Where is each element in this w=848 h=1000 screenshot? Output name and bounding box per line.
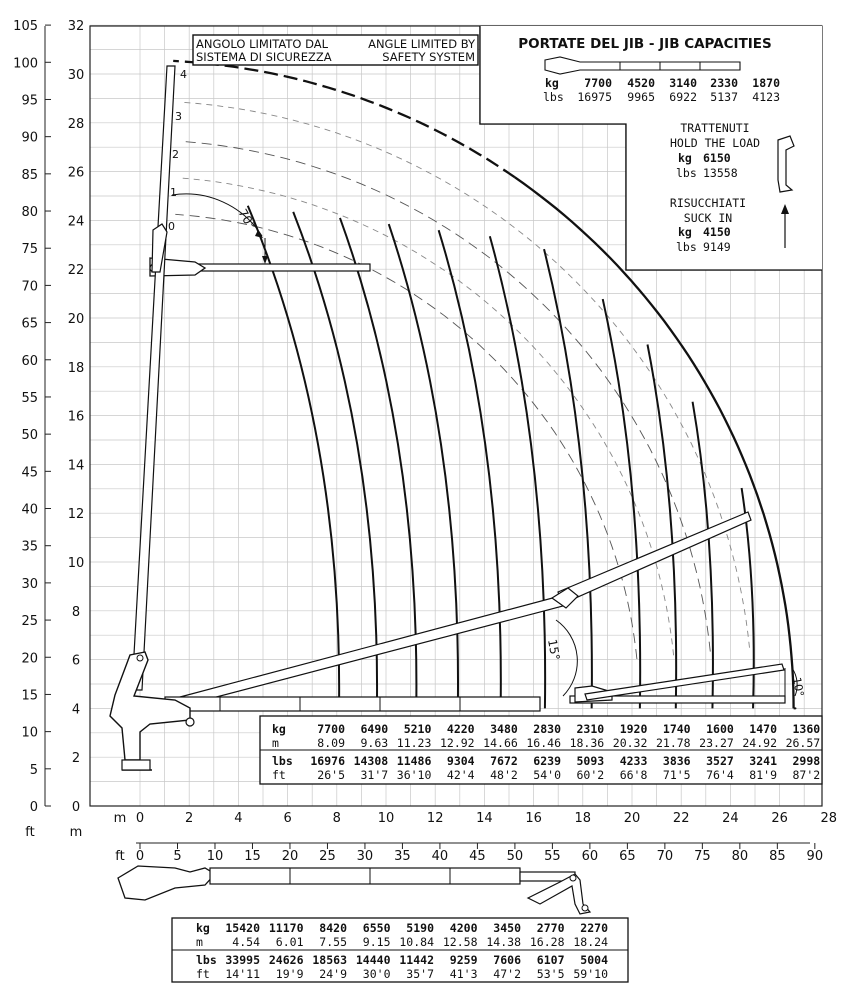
y-tick-m: 20 (67, 312, 85, 327)
x-tick-ft: 55 (544, 849, 561, 864)
x-tick-ft: 40 (431, 849, 449, 864)
y-tick-ft: 50 (21, 428, 38, 444)
jib-lbs-label: lbs (543, 90, 564, 104)
x-tick-m: 18 (574, 811, 592, 826)
x-tick-ft: 30 (356, 849, 374, 864)
main-table-cell-kg: 4220 (446, 722, 475, 736)
y-tick-m: 24 (67, 214, 85, 230)
x-tick-m: 0 (135, 811, 145, 826)
suck-lbs-value: 9149 (703, 240, 731, 254)
y-tick-m: 12 (67, 507, 85, 523)
y-tick-m: 18 (67, 360, 85, 376)
main-lbs-label: lbs (272, 754, 293, 768)
y-tick-m: 16 (67, 409, 85, 425)
vertical-boom (132, 66, 263, 690)
main-table-cell-m: 8.09 (317, 736, 345, 750)
jib-lbs-value: 4123 (752, 90, 780, 104)
main-table-cell-kg: 1740 (662, 722, 691, 736)
main-table-cell-m: 18.36 (569, 736, 605, 750)
main-table-cell-ft: 71'5 (662, 768, 691, 782)
jib-kg-value: 7700 (584, 76, 612, 90)
bottom-table-cell-m: 12.58 (442, 935, 478, 949)
y-tick-m: 2 (71, 751, 81, 767)
main-table-cell-lbs: 9304 (446, 754, 475, 768)
main-table-cell-m: 26.57 (785, 736, 821, 750)
y-axis-ft-unit: ft (25, 825, 35, 840)
y-tick-m: 8 (71, 604, 81, 620)
y-tick-ft: 100 (13, 56, 38, 72)
y-tick-ft: 85 (21, 167, 38, 183)
main-table-cell-kg: 1920 (619, 722, 648, 736)
boom-section-3: 3 (175, 110, 182, 123)
bottom-table-cell-m: 4.54 (232, 935, 260, 949)
horizontal-boom (165, 664, 806, 711)
x-tick-m: 14 (476, 811, 493, 826)
y-tick-ft: 20 (21, 651, 38, 667)
bottom-table-cell-kg: 4200 (449, 921, 478, 935)
x-tick-ft: 65 (619, 849, 636, 864)
main-table-cell-kg: 2310 (576, 722, 605, 736)
bottom-table-cell-ft: 41'3 (449, 967, 478, 981)
bottom-table-cell-m: 9.15 (362, 935, 391, 949)
bottom-table-cell-kg: 8420 (319, 921, 347, 935)
jib-lbs-value: 5137 (710, 90, 738, 104)
jib-capacities-panel (480, 26, 822, 270)
safety-notice (193, 35, 478, 65)
bottom-table-cell-ft: 53'5 (536, 967, 565, 981)
bottom-table-cell-m: 6.01 (275, 935, 304, 949)
x-tick-ft: 80 (731, 849, 749, 864)
bottom-table-cell-lbs: 5004 (580, 953, 608, 967)
main-table-cell-lbs: 5093 (576, 754, 605, 768)
x-axis-ft-unit: ft (115, 849, 125, 864)
jib-kg-value: 4520 (627, 76, 655, 90)
y-tick-m: 14 (67, 458, 85, 474)
capacity-line (693, 402, 713, 709)
bottom-table-cell-ft: 24'9 (319, 967, 347, 981)
folded-crane-diagram (118, 866, 590, 914)
bottom-table-cell-kg: 3450 (493, 921, 521, 935)
boom-section-2: 2 (172, 148, 179, 161)
bottom-lbs-label: lbs (196, 953, 217, 967)
main-table-cell-kg: 1470 (749, 722, 777, 736)
hold-kg-value: 6150 (703, 151, 731, 165)
main-table-cell-ft: 54'0 (533, 768, 561, 782)
bottom-table-cell-ft: 35'7 (406, 967, 434, 981)
suck-kg-label: kg (678, 225, 692, 239)
main-table-cell-ft: 36'10 (396, 768, 432, 782)
main-table-cell-ft: 48'2 (490, 768, 518, 782)
main-table-cell-ft: 42'4 (446, 768, 475, 782)
main-table-cell-lbs: 14308 (353, 754, 389, 768)
capacity-line (340, 218, 416, 708)
jib-lbs-value: 16975 (577, 90, 612, 104)
bottom-table-cell-kg: 2270 (580, 921, 608, 935)
x-tick-m: 22 (672, 811, 690, 826)
main-ft-label: ft (272, 768, 286, 782)
x-tick-m: 12 (426, 811, 444, 826)
y-tick-m: 32 (67, 19, 85, 35)
hold-lbs-label: lbs (676, 166, 697, 180)
y-tick-ft: 90 (21, 130, 38, 146)
main-table-cell-m: 9.63 (360, 736, 389, 750)
hold-line1: TRATTENUTI (680, 121, 750, 135)
x-tick-ft: 90 (806, 849, 824, 864)
x-tick-m: 26 (771, 811, 788, 826)
y-tick-ft: 10 (21, 725, 38, 741)
bottom-m-label: m (196, 935, 203, 949)
main-table-cell-m: 21.78 (655, 736, 691, 750)
y-axis-m-unit: m (69, 825, 83, 840)
bottom-table-cell-m: 7.55 (319, 935, 347, 949)
main-table-cell-lbs: 7672 (490, 754, 518, 768)
bottom-table-cell-lbs: 11442 (399, 953, 434, 967)
x-tick-ft: 50 (506, 849, 524, 864)
y-tick-ft: 105 (13, 19, 38, 35)
safety-it-line2: SISTEMA DI SICUREZZA (196, 50, 332, 64)
y-tick-ft: 40 (21, 502, 38, 518)
x-tick-m: 4 (234, 811, 243, 826)
main-table-cell-kg: 1360 (792, 722, 821, 736)
main-table-cell-kg: 5210 (403, 722, 432, 736)
jib-capacities-title: PORTATE DEL JIB - JIB CAPACITIES (518, 36, 772, 52)
x-tick-ft: 15 (244, 849, 261, 864)
main-table-cell-ft: 87'2 (792, 768, 821, 782)
boom-section-1: 1 (170, 186, 177, 199)
bottom-table-cell-m: 10.84 (399, 935, 434, 949)
bottom-table-cell-lbs: 18563 (312, 953, 347, 967)
boom-section-0: 0 (168, 220, 175, 233)
bottom-table-cell-m: 18.24 (573, 935, 608, 949)
bottom-table-cell-lbs: 14440 (355, 953, 391, 967)
inclined-boom-15 (180, 512, 751, 706)
capacity-line (647, 345, 676, 709)
bottom-table-cell-kg: 2770 (536, 921, 565, 935)
y-tick-ft: 45 (21, 465, 38, 481)
x-tick-ft: 75 (694, 849, 711, 864)
main-table-cell-lbs: 6239 (533, 754, 561, 768)
y-axis-m-ticks (68, 19, 85, 815)
main-table-cell-kg: 1600 (706, 722, 734, 736)
bottom-table-cell-lbs: 33995 (225, 953, 260, 967)
bottom-table-cell-ft: 19'9 (275, 967, 304, 981)
bottom-table-cell-ft: 47'2 (493, 967, 521, 981)
y-tick-ft: 70 (21, 279, 38, 295)
bottom-table-cell-lbs: 7606 (493, 953, 521, 967)
main-table-cell-m: 23.27 (699, 736, 734, 750)
jib-kg-label: kg (545, 76, 559, 90)
y-tick-m: 30 (67, 68, 85, 83)
suck-lbs-label: lbs (676, 240, 697, 254)
y-tick-ft: 55 (21, 390, 38, 406)
x-tick-m: 10 (377, 811, 395, 826)
main-kg-label: kg (272, 722, 286, 736)
envelope-dashed (173, 61, 515, 177)
main-table-cell-m: 16.46 (526, 736, 561, 750)
bottom-table-cell-kg: 5190 (406, 921, 434, 935)
capacity-line (490, 236, 545, 708)
y-tick-m: 28 (67, 116, 85, 132)
x-tick-m: 8 (332, 811, 341, 826)
main-table-cell-m: 20.32 (612, 736, 648, 750)
x-tick-ft: 5 (173, 849, 182, 864)
main-m-label: m (272, 736, 279, 750)
hold-line2: HOLD THE LOAD (669, 136, 761, 150)
hold-kg-label: kg (678, 151, 692, 165)
bottom-table-cell-ft: 14'11 (225, 967, 260, 981)
y-tick-ft: 30 (21, 576, 38, 592)
main-table-cell-lbs: 11486 (396, 754, 432, 768)
safety-it-line1: ANGOLO LIMITATO DAL (196, 37, 329, 51)
x-tick-ft: 20 (281, 849, 299, 864)
y-tick-ft: 65 (21, 316, 38, 332)
main-table-cell-lbs: 3836 (662, 754, 691, 768)
x-tick-ft: 35 (394, 849, 411, 864)
x-tick-m: 2 (185, 811, 194, 826)
y-tick-ft: 95 (21, 93, 38, 109)
main-table-cell-m: 24.92 (742, 736, 777, 750)
bottom-table-cell-ft: 30'0 (362, 967, 391, 981)
y-tick-ft: 80 (21, 205, 38, 221)
x-axis-m-ticks (136, 811, 837, 826)
y-tick-ft: 25 (21, 614, 38, 630)
suck-kg-value: 4150 (703, 225, 731, 239)
y-tick-m: 10 (67, 556, 85, 571)
bottom-table-cell-ft: 59'10 (573, 967, 608, 981)
main-capacity-table (260, 716, 822, 784)
x-tick-ft: 10 (206, 849, 224, 864)
main-table-cell-lbs: 3241 (749, 754, 777, 768)
y-tick-ft: 35 (21, 539, 38, 555)
main-table-cell-ft: 66'8 (619, 768, 648, 782)
y-tick-ft: 0 (29, 800, 38, 815)
bottom-table-cell-lbs: 9259 (449, 953, 478, 967)
x-tick-ft: 85 (769, 849, 786, 864)
angle-label-70: 70° (235, 206, 259, 232)
main-table-cell-ft: 26'5 (317, 768, 345, 782)
x-tick-ft: 0 (135, 849, 145, 864)
x-tick-m: 16 (525, 811, 542, 826)
jib-lbs-value: 9965 (627, 90, 655, 104)
x-tick-ft: 60 (581, 849, 599, 864)
main-table-cell-kg: 2830 (533, 722, 561, 736)
x-tick-ft: 70 (656, 849, 674, 864)
main-table-cell-kg: 7700 (317, 722, 345, 736)
bottom-table-cell-kg: 15420 (225, 921, 260, 935)
x-tick-m: 24 (722, 811, 739, 826)
y-tick-ft: 75 (21, 242, 38, 258)
bottom-table-cell-lbs: 24626 (268, 953, 304, 967)
x-tick-ft: 45 (469, 849, 486, 864)
x-tick-m: 28 (820, 811, 838, 826)
main-table-cell-kg: 3480 (490, 722, 518, 736)
angle-label-10: 10° (790, 676, 807, 698)
jib-kg-value: 1870 (752, 76, 780, 90)
x-tick-ft: 25 (319, 849, 336, 864)
y-tick-m: 6 (71, 653, 81, 669)
main-table-cell-ft: 81'9 (749, 768, 777, 782)
hold-lbs-value: 13558 (703, 166, 738, 180)
bottom-table-cell-kg: 11170 (268, 921, 304, 935)
bottom-table-cell-m: 16.28 (529, 935, 565, 949)
capacity-line (248, 206, 339, 709)
main-table-cell-m: 14.66 (483, 736, 518, 750)
bottom-table-cell-lbs: 6107 (536, 953, 565, 967)
main-table-cell-lbs: 4233 (619, 754, 648, 768)
y-tick-ft: 15 (21, 688, 38, 704)
x-tick-m: 20 (623, 811, 641, 826)
main-table-cell-m: 12.92 (439, 736, 475, 750)
x-tick-m: 6 (283, 811, 292, 826)
main-table-cell-ft: 31'7 (360, 768, 389, 782)
jib-lbs-value: 6922 (669, 90, 697, 104)
main-table-cell-lbs: 2998 (792, 754, 821, 768)
safety-en-line1: ANGLE LIMITED BY (368, 37, 475, 51)
crane-base (110, 652, 194, 770)
bottom-kg-label: kg (196, 921, 210, 935)
main-table-cell-ft: 76'4 (706, 768, 734, 782)
suck-line2: SUCK IN (683, 211, 733, 225)
y-tick-ft: 60 (21, 353, 38, 369)
jib-kg-value: 2330 (710, 76, 738, 90)
main-table-cell-lbs: 16976 (310, 754, 345, 768)
angle-label-15: 15° (545, 638, 563, 662)
suck-line1: RISUCCHIATI (669, 196, 747, 210)
y-tick-m: 0 (71, 800, 81, 815)
jib-kg-value: 3140 (669, 76, 697, 90)
y-tick-m: 4 (71, 702, 81, 718)
y-tick-ft: 5 (29, 762, 38, 778)
bottom-table-cell-m: 14.38 (486, 935, 521, 949)
capacity-lines (248, 206, 796, 709)
main-table-cell-lbs: 3527 (706, 754, 734, 768)
bottom-ft-label: ft (196, 967, 210, 981)
safety-en-line2: SAFETY SYSTEM (382, 50, 475, 64)
main-table-cell-kg: 6490 (360, 722, 389, 736)
capacity-line (293, 212, 377, 709)
boom-section-4: 4 (180, 68, 187, 81)
y-tick-m: 26 (67, 165, 85, 181)
y-tick-m: 22 (67, 263, 85, 279)
bottom-table-cell-kg: 6550 (362, 921, 391, 935)
x-axis-m-unit: m (113, 811, 127, 826)
main-table-cell-m: 11.23 (396, 736, 432, 750)
main-table-cell-ft: 60'2 (576, 768, 605, 782)
x-axis-ft-ticks (136, 843, 823, 864)
bottom-capacity-table (172, 918, 628, 982)
